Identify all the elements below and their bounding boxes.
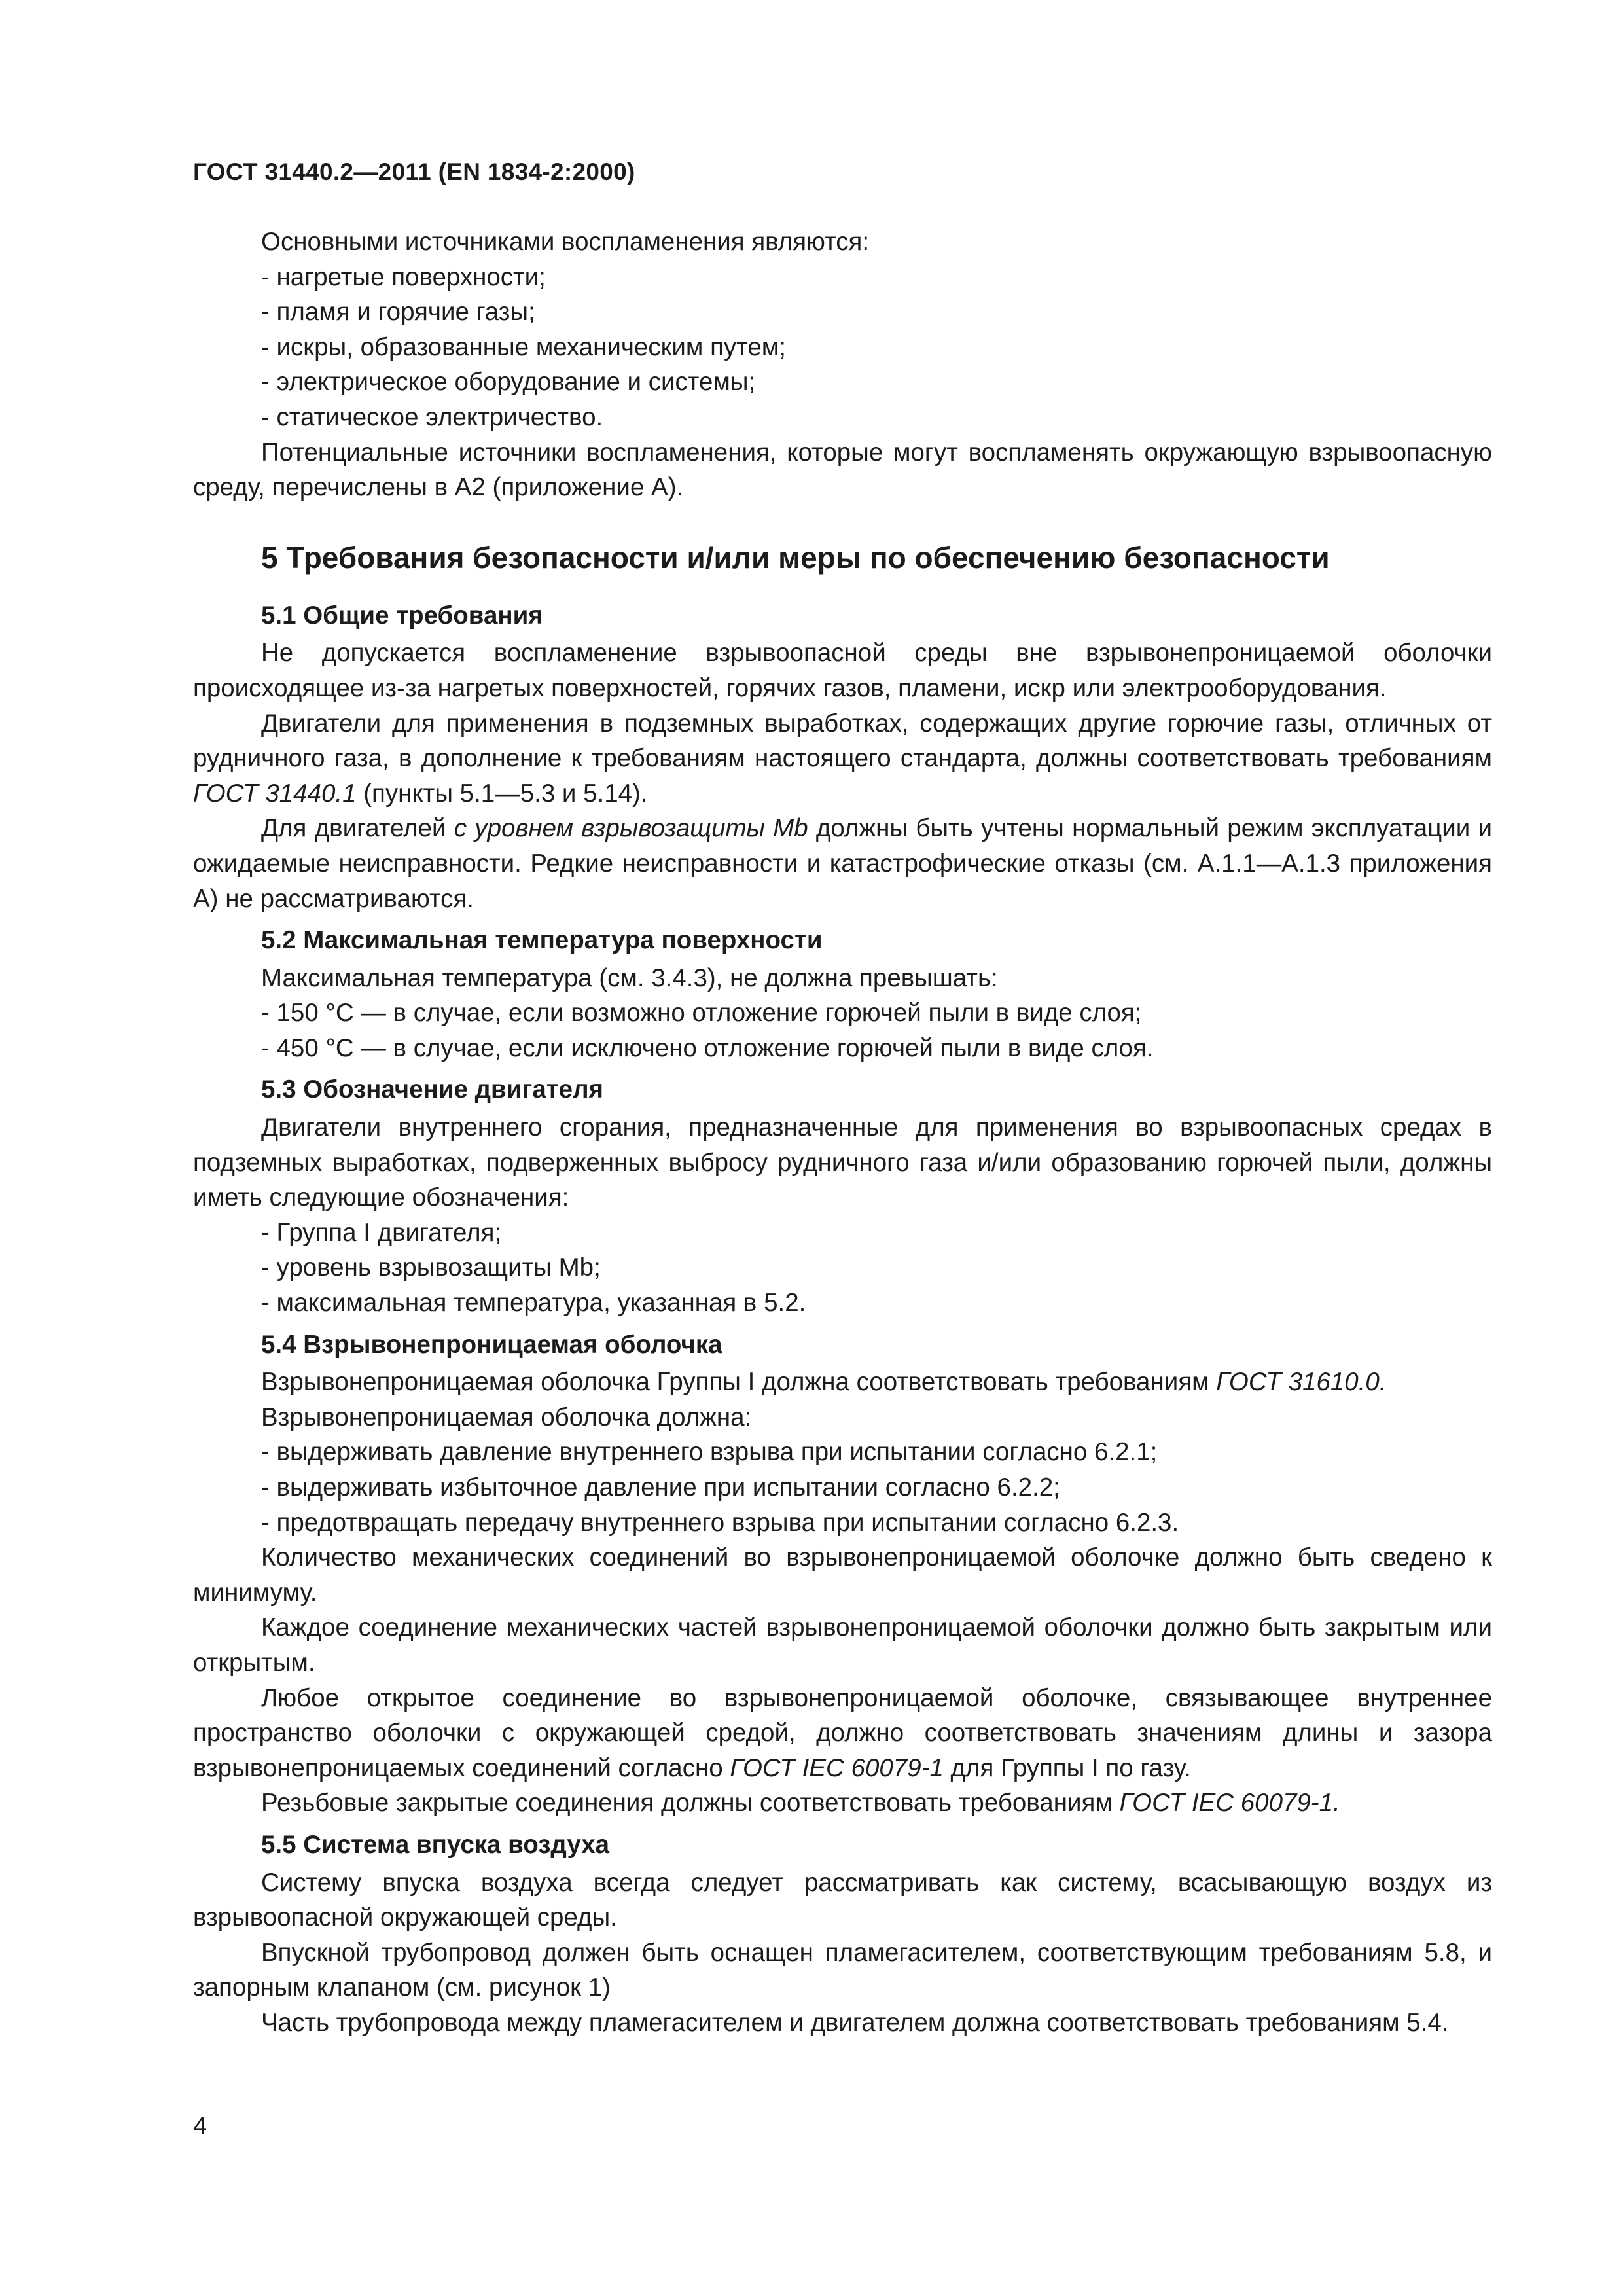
- list-item: - 450 °С — в случае, если исключено отложение горючей пыли в виде слоя.: [261, 1033, 1154, 1062]
- subsection-5-4-heading: 5.4 Взрывонепроницаемая оболочка: [261, 1330, 722, 1359]
- list-item: - пламя и горячие газы;: [261, 298, 535, 327]
- page-number: 4: [193, 2113, 207, 2140]
- list-item: - искры, образованные механическим путем;: [261, 332, 786, 361]
- paragraph: Впускной трубопровод должен быть оснащен пламегасителем, соответствующим требованиям 5.8, и запорным клапаном (см. рисунок 1): [193, 1938, 1492, 2002]
- paragraph: Взрывонепроницаемая оболочка должна:: [261, 1403, 752, 1431]
- text: должны быть учтены нормальный режим эксплуатации и ожидаемые неисправности. Редкие неисправности и катастрофические отказы (см. А.1.1—А.1.3 приложения А) не рассматриваются.: [193, 814, 1492, 913]
- list-item: - нагретые поверхности;: [261, 262, 546, 291]
- subsection-5-5-heading: 5.5 Система впуска воздуха: [261, 1830, 610, 1859]
- paragraph: Максимальная температура (см. 3.4.3), не должна превышать:: [261, 963, 998, 992]
- list-item: - максимальная температура, указанная в 5.2.: [261, 1289, 806, 1318]
- list-item: - предотвращать передачу внутреннего взрыва при испытании согласно 6.2.3.: [261, 1508, 1179, 1537]
- list-item: - выдерживать давление внутреннего взрыва при испытании согласно 6.2.1;: [261, 1438, 1158, 1467]
- paragraph: Систему впуска воздуха всегда следует рассматривать как систему, всасывающую воздух из взрывоопасной окружающей среды.: [193, 1868, 1492, 1932]
- section-5-heading: 5 Требования безопасности и/или меры по обеспечению безопасности: [261, 540, 1330, 575]
- paragraph: [193, 1785, 1492, 1821]
- ignition-sources-lead: Основными источниками воспламенения являются:: [261, 228, 870, 256]
- list-item: - электрическое оборудование и системы;: [261, 368, 756, 397]
- paragraph: [193, 706, 1492, 812]
- list-item: - 150 °С — в случае, если возможно отложение горючей пыли в виде слоя;: [261, 999, 1142, 1028]
- list-item: - Группа I двигателя;: [261, 1218, 502, 1247]
- text: Любое открытое соединение во взрывонепроницаемой оболочке, связывающее внутреннее пространство оболочки с окружающей средой, должно соответствовать значениям длины и зазора взрывонепроницаемых соединений согласно: [193, 1683, 1492, 1782]
- subsection-5-2-heading: 5.2 Максимальная температура поверхности: [261, 926, 823, 955]
- list-item: - выдерживать избыточное давление при испытании согласно 6.2.2;: [261, 1473, 1060, 1501]
- subsection-5-1-heading: 5.1 Общие требования: [261, 601, 543, 630]
- paragraph: Количество механических соединений во взрывонепроницаемой оболочке должно быть сведено к минимуму.: [193, 1543, 1492, 1607]
- standard-reference: ГОСТ IEC 60079-1: [730, 1753, 944, 1782]
- document-header: ГОСТ 31440.2—2011 (EN 1834-2:2000): [193, 158, 635, 185]
- emphasis: с уровнем взрывозащиты Mb: [454, 814, 808, 843]
- paragraph: Не допускается воспламенение взрывоопасной среды вне взрывонепроницаемой оболочки происходящее из-за нагретых поверхностей, горячих газов, пламени, искр или электрооборудования.: [193, 639, 1492, 702]
- paragraph: Потенциальные источники воспламенения, которые могут воспламенять окружающую взрывоопасную среду, перечислены в А2 (приложение А).: [193, 438, 1492, 502]
- standard-reference: ГОСТ 31610.0.: [1216, 1368, 1387, 1397]
- list-item: - статическое электричество.: [261, 403, 603, 431]
- text: Резьбовые закрытые соединения должны соответствовать требованиям: [261, 1789, 1120, 1818]
- text: (пункты 5.1—5.3 и 5.14).: [356, 779, 648, 808]
- page-content: [193, 224, 1492, 2041]
- paragraph: Двигатели внутреннего сгорания, предназначенные для применения во взрывоопасных средах в подземных выработках, подверженных выбросу рудничного газа и/или образованию горючей пыли, должны иметь следующие обозначения:: [193, 1113, 1492, 1212]
- paragraph: [193, 811, 1492, 916]
- text: для Группы I по газу.: [943, 1753, 1191, 1782]
- paragraph: [193, 1681, 1492, 1786]
- subsection-5-3-heading: 5.3 Обозначение двигателя: [261, 1075, 604, 1104]
- text: Для двигателей: [261, 814, 454, 843]
- standard-reference: ГОСТ IEC 60079-1.: [1119, 1789, 1340, 1818]
- text: Взрывонепроницаемая оболочка Группы I должна соответствовать требованиям: [261, 1368, 1217, 1397]
- paragraph: [193, 1365, 1492, 1400]
- paragraph: Часть трубопровода между пламегасителем и двигателем должна соответствовать требованиям 5.4.: [261, 2008, 1449, 2037]
- paragraph: Каждое соединение механических частей взрывонепроницаемой оболочки должно быть закрытым или открытым.: [193, 1613, 1492, 1677]
- list-item: - уровень взрывозащиты Mb;: [261, 1253, 601, 1282]
- standard-reference: ГОСТ 31440.1: [193, 779, 357, 808]
- text: Двигатели для применения в подземных выработках, содержащих другие горючие газы, отличных от рудничного газа, в дополнение к требованиям настоящего стандарта, должны соответствовать требованиям: [193, 709, 1492, 773]
